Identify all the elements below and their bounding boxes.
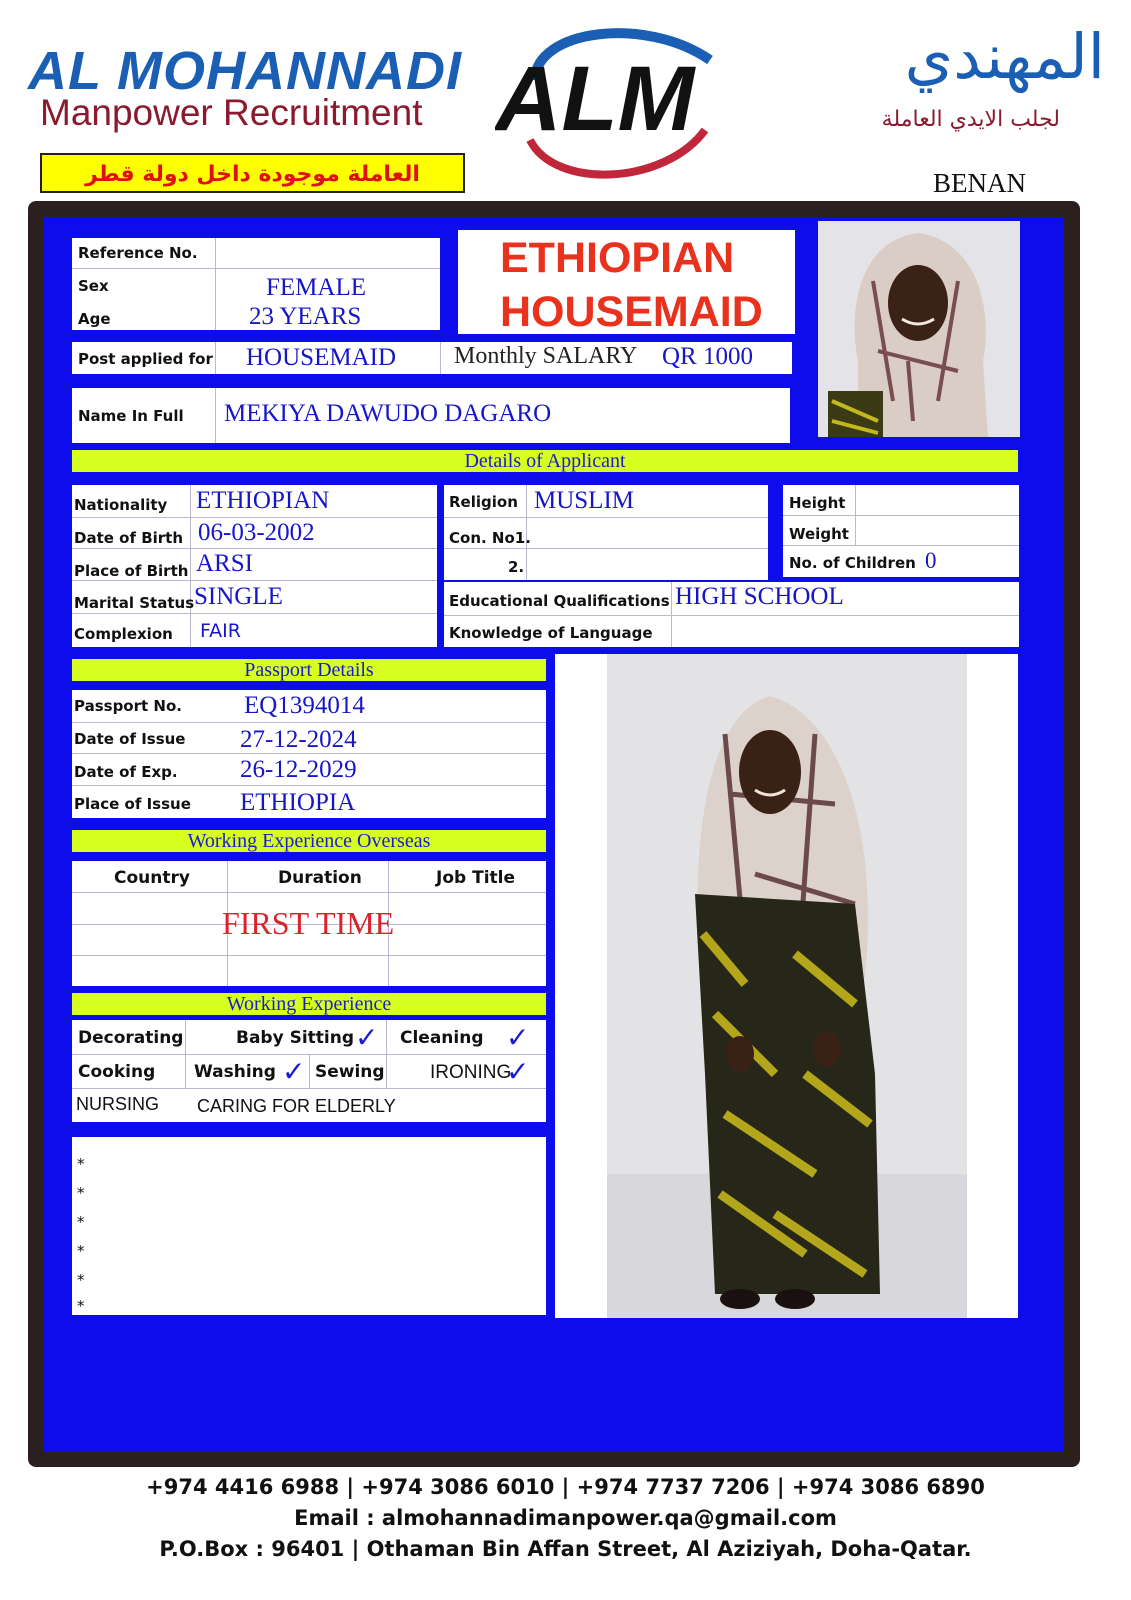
note-bullet-4: * xyxy=(77,1242,85,1260)
expiry-date-label: Date of Exp. xyxy=(74,763,178,781)
skill-ironing: IRONING xyxy=(430,1062,512,1083)
title-position: HOUSEMAID xyxy=(500,288,763,336)
alm-logo xyxy=(495,20,725,180)
marital-label: Marital Status xyxy=(74,594,195,612)
basic-info-box xyxy=(72,238,440,330)
check-baby-sitting: ✓ xyxy=(355,1021,379,1054)
name-value: MEKIYA DAWUDO DAGARO xyxy=(224,400,552,427)
first-time-note: FIRST TIME xyxy=(222,905,395,941)
check-washing: ✓ xyxy=(282,1055,306,1088)
religion-contact-box xyxy=(444,485,768,580)
skill-baby-sitting: Baby Sitting xyxy=(236,1028,355,1048)
alm-logo-text: ALM xyxy=(495,48,695,150)
children-label: No. of Children xyxy=(789,554,916,572)
pob-label: Place of Birth xyxy=(74,562,189,580)
brand-subtitle: Manpower Recruitment xyxy=(40,92,423,133)
education-label: Educational Qualifications xyxy=(449,592,670,610)
footer-email: Email : almohannadimanpower.qa@gmail.com xyxy=(294,1506,837,1530)
education-value: HIGH SCHOOL xyxy=(675,583,844,610)
full-body-photo-illustration xyxy=(555,654,1018,1318)
name-label: Name In Full xyxy=(78,407,184,425)
note-bullet-3: * xyxy=(77,1213,85,1231)
details-section-title: Details of Applicant xyxy=(72,450,1018,472)
height-label: Height xyxy=(789,494,846,512)
skill-sewing: Sewing xyxy=(315,1062,385,1082)
full-body-photo xyxy=(555,654,1018,1318)
col-country: Country xyxy=(114,868,190,888)
notes-box xyxy=(72,1137,546,1315)
sex-label: Sex xyxy=(78,277,109,295)
skill-decorating: Decorating xyxy=(78,1028,184,1048)
footer-phones: +974 4416 6988 | +974 3086 6010 | +974 7737 7206 | +974 3086 6890 xyxy=(146,1475,985,1499)
salary-label: Monthly SALARY xyxy=(454,343,638,369)
brand-name-english: AL MOHANNADI xyxy=(28,41,462,101)
passport-box xyxy=(72,690,546,818)
language-label: Knowledge of Language xyxy=(449,624,653,642)
check-cleaning: ✓ xyxy=(506,1021,530,1054)
skill-washing: Washing xyxy=(194,1062,276,1082)
title-box xyxy=(458,230,795,334)
note-bullet-6: * xyxy=(77,1297,85,1315)
passport-section-title: Passport Details xyxy=(72,659,546,681)
marital-value: SINGLE xyxy=(194,583,283,610)
religion-value: MUSLIM xyxy=(534,487,635,514)
col-duration: Duration xyxy=(278,868,362,888)
overseas-section-title: Working Experience Overseas xyxy=(72,830,546,852)
nationality-label: Nationality xyxy=(74,496,168,514)
full-name-row xyxy=(72,388,790,443)
age-value: 23 YEARS xyxy=(249,303,362,330)
personal-details-box xyxy=(72,485,437,647)
branch-label: BENAN xyxy=(933,168,1026,198)
religion-label: Religion xyxy=(449,493,518,511)
passport-no-value: EQ1394014 xyxy=(244,692,365,719)
physical-details-box xyxy=(783,485,1019,577)
experience-section-title: Working Experience xyxy=(72,993,546,1015)
place-of-issue-label: Place of Issue xyxy=(74,795,191,813)
contact-2-label: 2. xyxy=(508,558,525,576)
note-bullet-2: * xyxy=(77,1184,85,1202)
footer-address: P.O.Box : 96401 | Othaman Bin Affan Street, Al Aziziyah, Doha-Qatar. xyxy=(159,1537,972,1561)
pob-value: ARSI xyxy=(196,550,253,577)
education-language-box xyxy=(444,582,1019,647)
complexion-value: FAIR xyxy=(200,620,241,642)
skill-caring-elderly: CARING FOR ELDERLY xyxy=(197,1096,396,1116)
issue-date-label: Date of Issue xyxy=(74,730,186,748)
overseas-table xyxy=(72,861,546,986)
place-of-issue-value: ETHIOPIA xyxy=(240,789,356,816)
complexion-label: Complexion xyxy=(74,625,173,643)
post-salary-row xyxy=(72,342,792,374)
skill-cleaning: Cleaning xyxy=(400,1028,484,1048)
skills-table xyxy=(72,1020,546,1122)
contact-1-label: Con. No1. xyxy=(449,529,531,547)
dob-value: 06-03-2002 xyxy=(198,519,315,546)
skill-cooking: Cooking xyxy=(78,1062,156,1082)
post-label: Post applied for xyxy=(78,350,213,368)
sex-value: FEMALE xyxy=(266,274,366,301)
age-label: Age xyxy=(78,310,111,328)
weight-label: Weight xyxy=(789,525,849,543)
note-bullet-1: * xyxy=(77,1155,85,1173)
nationality-value: ETHIOPIAN xyxy=(196,487,330,514)
issue-date-value: 27-12-2024 xyxy=(240,726,357,753)
location-notice: العاملة موجودة داخل دولة قطر xyxy=(40,153,465,193)
post-value: HOUSEMAID xyxy=(246,344,396,371)
note-bullet-5: * xyxy=(77,1271,85,1289)
expiry-date-value: 26-12-2029 xyxy=(240,756,357,783)
reference-label: Reference No. xyxy=(78,244,198,262)
dob-label: Date of Birth xyxy=(74,529,184,547)
children-value: 0 xyxy=(925,548,937,573)
portrait-photo xyxy=(818,221,1020,437)
title-nationality: ETHIOPIAN xyxy=(500,234,735,282)
col-job-title: Job Title xyxy=(436,868,515,888)
check-ironing: ✓ xyxy=(506,1055,530,1088)
passport-no-label: Passport No. xyxy=(74,697,182,715)
salary-value: QR 1000 xyxy=(662,343,753,370)
brand-subtitle-arabic: لجلب الايدي العاملة xyxy=(881,107,1060,132)
portrait-photo-illustration xyxy=(818,221,1020,437)
brand-name-arabic: المهندي xyxy=(904,20,1105,93)
skill-nursing: NURSING xyxy=(76,1094,160,1114)
